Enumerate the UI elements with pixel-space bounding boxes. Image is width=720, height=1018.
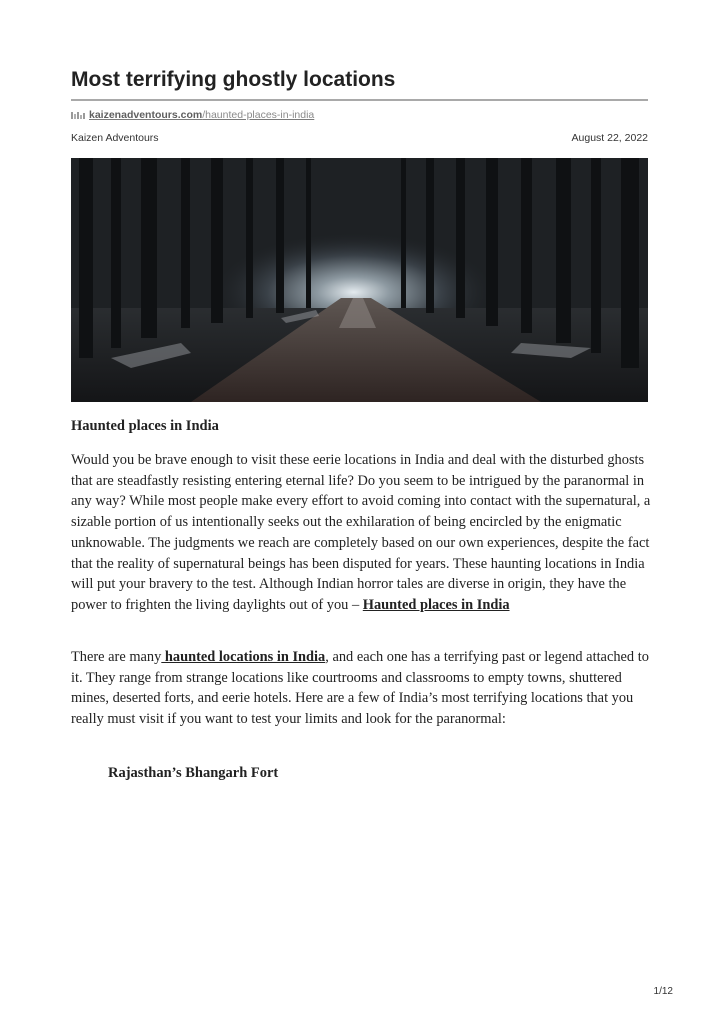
- publish-date: August 22, 2022: [571, 132, 648, 144]
- paragraph-intro: [71, 450, 651, 616]
- source-url-link[interactable]: [89, 108, 314, 122]
- paragraph-intro-text: Would you be brave enough to visit these eerie locations in India and deal with the disturbed ghosts that are steadfastly resisting entering eternal life? Do you seem to be intrigued by the paranormal in any way? While most people make every effort to avoid coming into contact with the supernatural, a sizable portion of us intentionally seeks out the exhilaration of being encircled by the enigmatic unknowable. The judgments we reach are completely based on our own experiences, despite the fact that the reality of supernatural beings has been disputed for years. These haunting locations in India will put your bravery to the test. Although Indian horror tales are diverse in origin, they have the power to frighten the living daylights out of you –: [71, 452, 651, 613]
- paragraph-locations: [71, 647, 651, 730]
- paragraph-locations-text-end: , and each one has a terrifying past or legend attached to it. They range from strange locations like courtrooms and classrooms to empty towns, shuttered mines, deserted forts, and eerie hotels. Here are a few of India’s most terrifying locations that you really must visit if you want to test your limits and look for the paranormal:: [71, 649, 649, 728]
- title-divider: [71, 99, 648, 101]
- page-title: Most terrifying ghostly locations: [71, 68, 396, 91]
- site-favicon-icon: [71, 111, 85, 120]
- source-domain: kaizenadventours.com: [89, 109, 203, 121]
- section-heading: Haunted places in India: [71, 418, 219, 434]
- haunted-locations-link[interactable]: haunted locations in India: [161, 649, 326, 665]
- source-path: /haunted-places-in-india: [202, 109, 315, 121]
- hero-image: [71, 158, 648, 402]
- haunted-places-link[interactable]: Haunted places in India: [362, 596, 510, 613]
- author-name: Kaizen Adventours: [71, 132, 159, 144]
- subsection-heading: Rajasthan’s Bhangarh Fort: [108, 765, 279, 781]
- source-row: [71, 108, 314, 122]
- page-number: 1/12: [653, 986, 673, 997]
- paragraph-locations-text-start: There are many: [71, 649, 162, 665]
